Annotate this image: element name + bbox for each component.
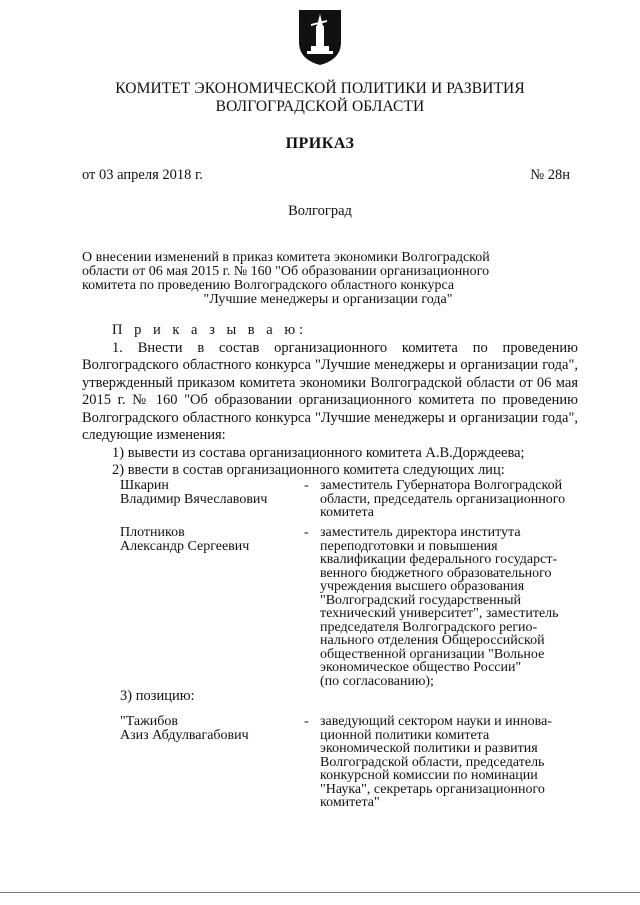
order-subitem-2: 2) ввести в состав организационного комитета следующих лиц: [112, 462, 505, 478]
member-name: "Тажибов Азиз Абдулвагабович [120, 714, 249, 743]
organization-title [0, 80, 640, 116]
order-body [82, 322, 578, 480]
order-word: П р и к а з ы в а ю: [112, 322, 308, 338]
member-name: Шкарин Владимир Вячеславович [120, 478, 268, 507]
org-title-line-1: КОМИТЕТ ЭКОНОМИЧЕСКОЙ ПОЛИТИКИ И РАЗВИТИЯ [115, 80, 525, 97]
order-item-1: 1. Внести в состав организационного комитета по проведению Волгоградского областного конкурса "Лучшие менеджеры и организации года", утвержденный приказом комитета экономики Волгоградской области от 06 мая 2015 г. № 160 "Об образовании организационного комитета по проведению Волгоградского областного конкурса "Лучшие менеджеры и организации года", следующие изменения: [82, 339, 578, 443]
document-city: Волгоград [288, 203, 352, 219]
member-dash: - [304, 714, 309, 729]
org-title-line-2: ВОЛГОГРАДСКОЙ ОБЛАСТИ [215, 98, 425, 115]
document-subject [82, 251, 574, 307]
subject-line: О внесении изменений в приказ комитета экономики Волгоградской [82, 250, 490, 265]
member-role: заместитель Губернатора Волгоградской области, председатель организационного комитета [320, 478, 566, 520]
member-role: заместитель директора института переподготовки и повышения квалификации федерального государст- венного бюджетного образовательного учреждения высшего образования "Волгоградский государственный технический университет", заместитель председателя Волгоградского регио- нального отделения Общероссийской общественной организации "Вольное экономическое общество России" (по согласованию); [320, 525, 559, 689]
scan-edge-divider [0, 892, 640, 893]
subject-line: "Лучшие менеджеры и организации года" [203, 292, 453, 307]
subject-line: комитета по проведению Волгоградского областного конкурса [82, 278, 455, 293]
document-type: ПРИКАЗ [285, 135, 355, 152]
section-3-label: 3) позицию: [120, 688, 195, 704]
coat-of-arms-icon [297, 8, 343, 66]
subject-line: области от 06 мая 2015 г. № 160 "Об образовании организационного [82, 264, 490, 279]
document-number: № 28н [530, 167, 570, 183]
member-dash: - [304, 525, 309, 540]
member-role: заведующий сектором науки и иннова- ционной политики комитета экономической политики и развития Волгоградской области, председатель конкурсной комиссии по номинации "Наука", секретарь организационного комитета" [320, 714, 552, 810]
member-name: Плотников Александр Сергеевич [120, 525, 250, 554]
order-subitem-1: 1) вывести из состава организационного комитета А.В.Дорждеева; [112, 444, 525, 461]
member-dash: - [304, 478, 309, 493]
document-date: от 03 апреля 2018 г. [82, 167, 203, 183]
